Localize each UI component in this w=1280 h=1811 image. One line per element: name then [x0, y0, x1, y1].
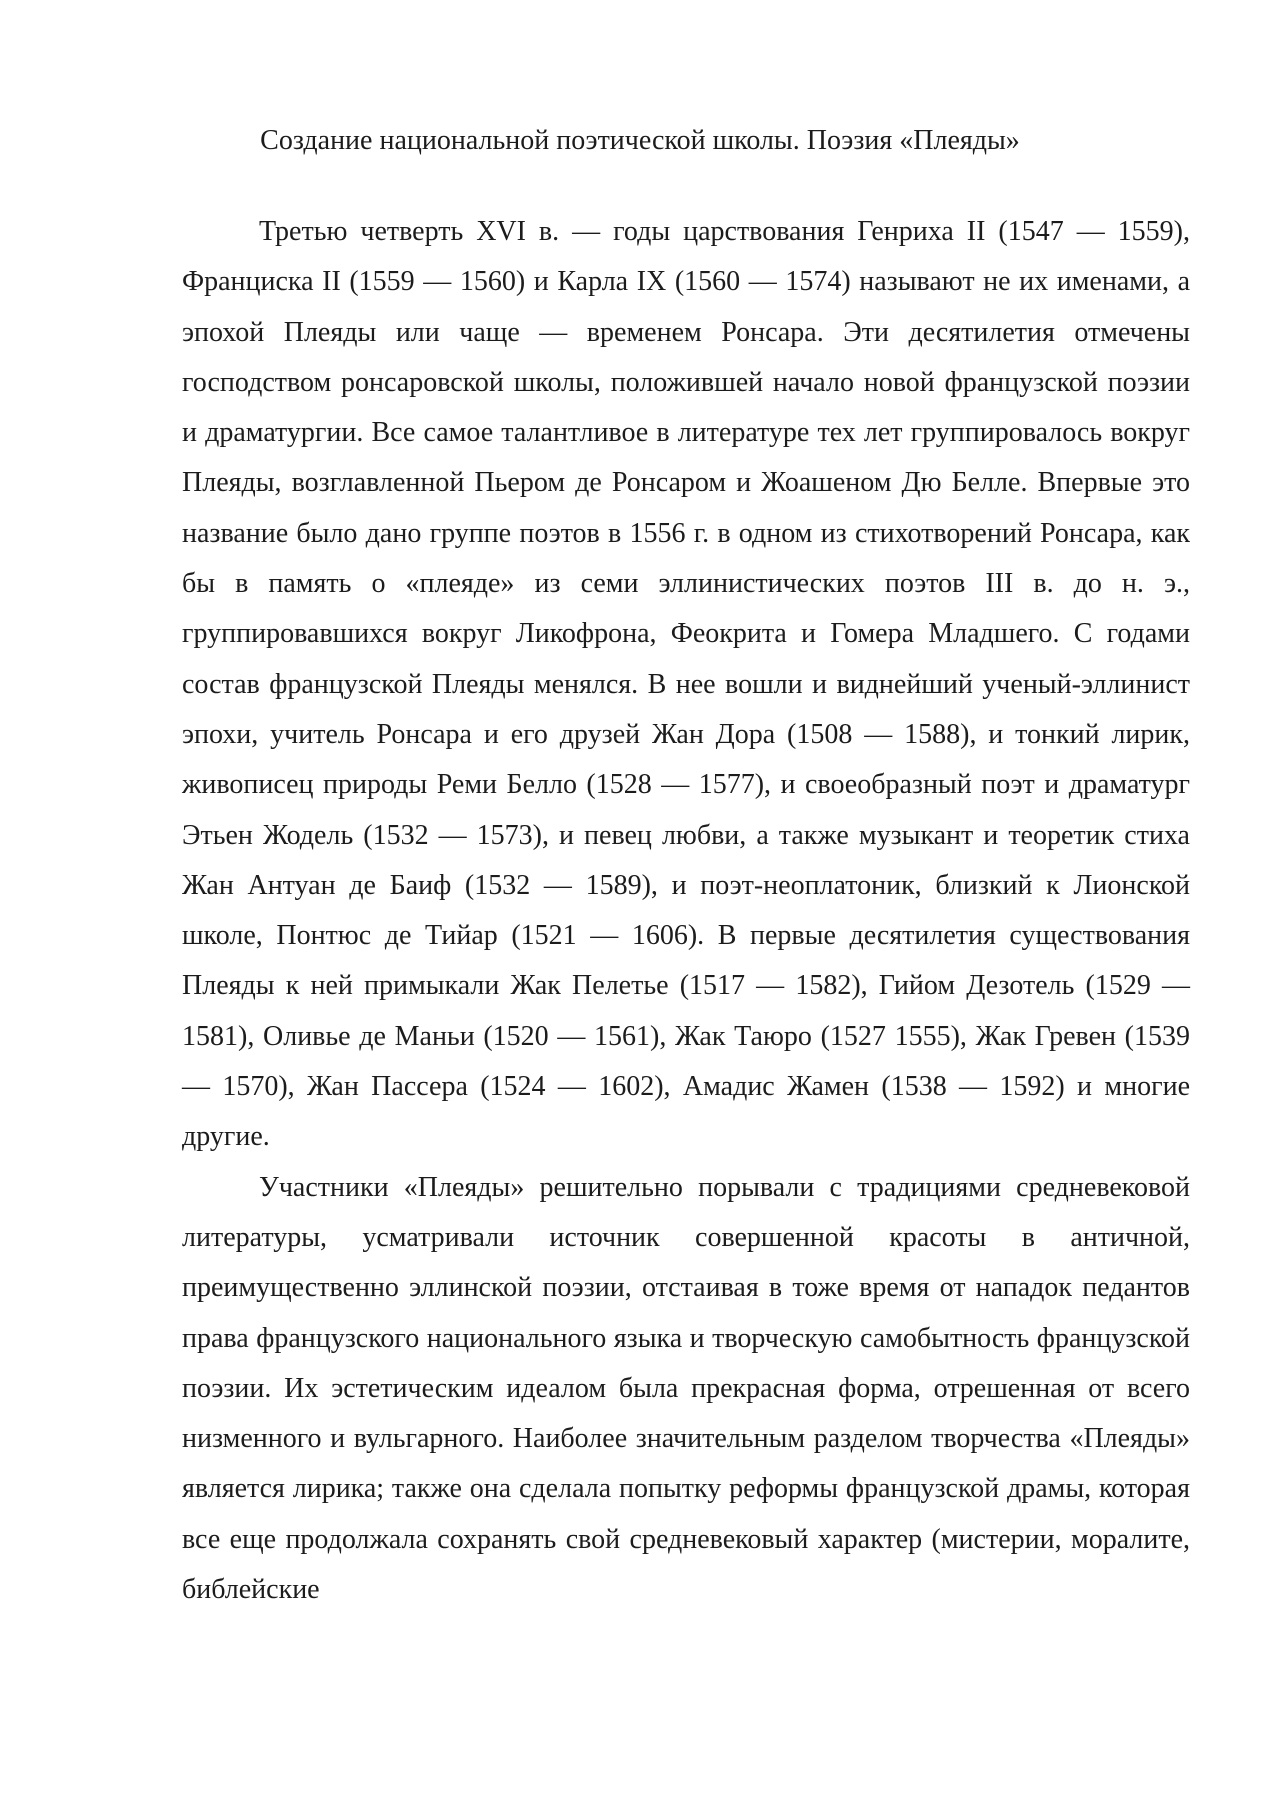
- paragraph-2: Участники «Плеяды» решительно порывали с традициями средневековой литературы, усматривали источник совершенной красоты в античной, преимущественно эллинской поэзии, отстаивая в тоже время от нападок педантов права французского национального языка и творческую самобытность французской поэзии. Их эстетическим идеалом была прекрасная форма, отрешенная от всего низменного и вульгарного. Наиболее значительным разделом творчества «Плеяды» является лирика; также она сделала попытку реформы французской драмы, которая все еще продолжала сохранять свой средневековый характер (мистерии, моралите, библейские: [182, 1171, 1190, 1606]
- paragraph-1: Третью четверть XVI в. — годы царствования Генриха II (1547 — 1559), Франциска II (1559 — 1560) и Карла IX (1560 — 1574) называют не их именами, а эпохой Плеяды или чаще — временем Ронсара. Эти десятилетия отмечены господством ронсаровской школы, положившей начало новой французской поэзии и драматургии. Все самое талантливое в литературе тех лет группировалось вокруг Плеяды, возглавленной Пьером де Ронсаром и Жоашеном Дю Белле. Впервые это название было дано группе поэтов в 1556 г. в одном из стихотворений Ронсара, как бы в память о «плеяде» из семи эллинистических поэтов III в. до н. э., группировавшихся вокруг Ликофрона, Феокрита и Гомера Младшего. С годами состав французской Плеяды менялся. В нее вошли и виднейший ученый-эллинист эпохи, учитель Ронсара и его друзей Жан Дора (1508 — 1588), и тонкий лирик, живописец природы Реми Белло (1528 — 1577), и своеобразный поэт и драматург Этьен Жодель (1532 — 1573), и певец любви, а также музыкант и теоретик стиха Жан Антуан де Баиф (1532 — 1589), и поэт-неоплатоник, близкий к Лионской школе, Понтюс де Тийар (1521 — 1606). В первые десятилетия существования Плеяды к ней примыкали Жак Пелетье (1517 — 1582), Гийом Дезотель (1529 — 1581), Оливье де Маньи (1520 — 1561), Жак Таюро (1527 1555), Жак Гревен (1539 — 1570), Жан Пассера (1524 — 1602), Амадис Жамен (1538 — 1592) и многие другие.: [182, 216, 1190, 1153]
- document-title: Создание национальной поэтической школы. Поэзия «Плеяды»: [260, 125, 1020, 156]
- document-body: [182, 207, 1190, 1615]
